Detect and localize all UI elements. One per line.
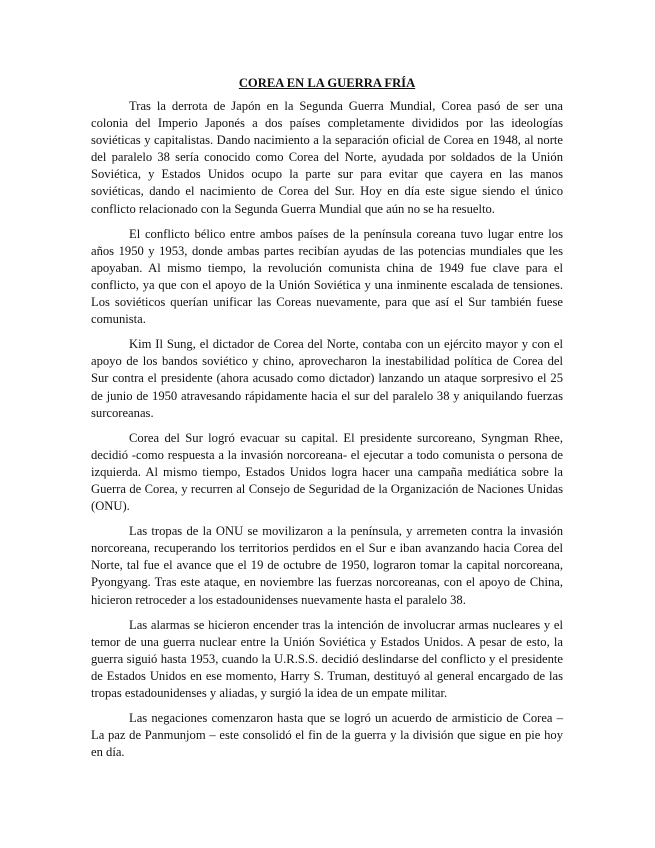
paragraph-5: Las tropas de la ONU se movilizaron a la península, y arremeten contra la invasión norcoreana, recuperando los territorios perdidos en el Sur e iban avanzando hacia Corea del Norte, tal fue el avance que el 19 de octubre de 1950, lograron tomar la capital norcoreana, Pyongyang. Tras este ataque, en noviembre las fuerzas norcoreanas, con el apoyo de China, hicieron retroceder a los estadounidenses nuevamente hasta el paralelo 38. xyxy=(91,524,563,607)
paragraph-7: Las negaciones comenzaron hasta que se logró un acuerdo de armisticio de Corea – La paz de Panmunjom – este consolidó el fin de la guerra y la división que sigue en pie hoy en día. xyxy=(91,711,563,760)
paragraph-3: Kim Il Sung, el dictador de Corea del Norte, contaba con un ejército mayor y con el apoyo de los bandos soviético y chino, aprovecharon la inestabilidad política de Corea del Sur contra el presidente (ahora acusado como dictador) lanzando un ataque sorpresivo el 25 de junio de 1950 atravesando rápidamente hacia el sur del paralelo 38 y aniquilando fuerzas surcoreanas. xyxy=(91,337,563,420)
paragraph-6: Las alarmas se hicieron encender tras la intención de involucrar armas nucleares y el temor de una guerra nuclear entre la Unión Soviética y Estados Unidos. A pesar de esto, la guerra siguió hasta 1953, cuando la U.R.S.S. decidió deslindarse del conflicto y el presidente de Estados Unidos en ese momento, Harry S. Truman, destituyó al general encargado de las tropas estadounidenses y aliadas, y surgió la idea de un empate militar. xyxy=(91,617,563,700)
paragraph-1: Tras la derrota de Japón en la Segunda Guerra Mundial, Corea pasó de ser una colonia del Imperio Japonés a dos países completamente divididos por las ideologías soviéticas y capitalistas. Dando nacimiento a la separación oficial de Corea en 1948, al norte del paralelo 38 sería conocido como Corea del Norte, ayudada por soldados de la Unión Soviética, y Estados Unidos ocupo la parte sur para evitar que cayera en las manos soviéticas, dando el nacimiento de Corea del Sur. Hoy en día este sigue siendo el único conflicto relacionado con la Segunda Guerra Mundial que aún no se ha resuelto. xyxy=(91,99,563,216)
paragraph-4: Corea del Sur logró evacuar su capital. El presidente surcoreano, Syngman Rhee, decidió -como respuesta a la invasión norcoreana- el ejecutar a todo comunista o persona de izquierda. Al mismo tiempo, Estados Unidos logra hacer una campaña mediática sobre la Guerra de Corea, y recurren al Consejo de Seguridad de la Organización de Naciones Unidas (ONU). xyxy=(91,430,563,514)
document-page xyxy=(91,75,563,769)
paragraph-2: El conflicto bélico entre ambos países de la península coreana tuvo lugar entre los años 1950 y 1953, donde ambas partes recibían ayudas de las potencias mundiales que les apoyaban. Al mismo tiempo, la revolución comunista china de 1949 fue clave para el conflicto, ya que con el apoyo de la Unión Soviética y una inminente escalada de tensiones. Los soviéticos querían unificar las Coreas nuevamente, para que así el Sur también fuese comunista. xyxy=(91,226,563,327)
document-title: COREA EN LA GUERRA FRÍA xyxy=(238,76,416,90)
